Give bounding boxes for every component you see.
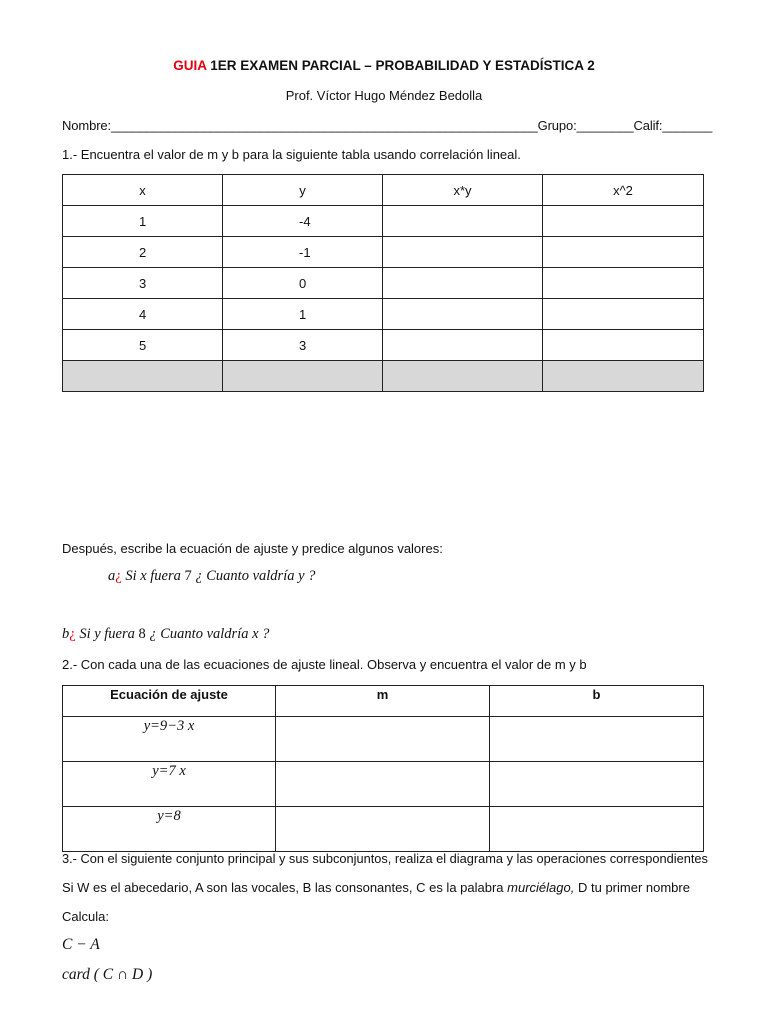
text-a: Si x fuera [125,568,181,584]
sets-text-end: D tu primer nombre [577,880,690,895]
operation-difference: C − A [62,936,100,953]
total-y[interactable] [223,361,383,392]
label-b: b [62,626,70,642]
table-row [63,717,704,762]
sets-text-start: Si W es el abecedario, A son las vocales, B las consonantes, C es la palabra [62,880,504,895]
cell-y: 0 [223,268,383,299]
total-xy[interactable] [383,361,543,392]
cell-x: 1 [63,206,223,237]
table-equations [62,685,704,852]
page-title [0,58,768,73]
subtitle-professor: Prof. Víctor Hugo Méndez Bedolla [285,88,483,103]
question-b-end: ¿ Cuanto valdría x ? [149,626,270,642]
operation-cardinality [62,966,152,984]
b-answer-cell[interactable] [490,807,704,852]
calculate-label: Calcula: [62,909,109,924]
b-answer-cell[interactable] [490,717,704,762]
b-answer-cell[interactable] [490,762,704,807]
table-totals-row [63,361,704,392]
question-a [108,568,315,585]
sets-definition [62,880,690,895]
table-row [63,330,704,361]
question-3-prompt: 3.- Con el siguiente conjunto principal y sus subconjuntos, realiza el diagrama y las operaciones correspondientes [62,851,708,866]
number-b: 8 [138,626,146,642]
m-answer-cell[interactable] [276,807,490,852]
table-row [63,299,704,330]
column-header-equation: Ecuación de ajuste [63,686,276,717]
column-header-b: b [490,686,704,717]
cell-x: 3 [63,268,223,299]
equation-cell: y=8 [63,807,276,852]
cell-x: 4 [63,299,223,330]
sets-word: murciélago, [507,880,575,895]
question-2-prompt: 2.- Con cada una de las ecuaciones de ajuste lineal. Observa y encuentra el valor de m y b [62,657,587,672]
cell-x2[interactable] [543,268,704,299]
total-x2[interactable] [543,361,704,392]
question-a-end: ¿ Cuanto valdría y ? [195,568,316,584]
cell-y: -1 [223,237,383,268]
column-header-m: m [276,686,490,717]
table-header-row [63,686,704,717]
cell-y: 1 [223,299,383,330]
table-correlation [62,174,704,392]
name-line: Nombre:____________________________________________________________Grupo:________Calif:_______ [62,118,713,133]
equation-cell: y=9−3 x [63,717,276,762]
equation-cell: y=7 x [63,762,276,807]
cell-x2[interactable] [543,237,704,268]
cell-y: -4 [223,206,383,237]
label-a: a [108,568,116,584]
title-text: 1ER EXAMEN PARCIAL – PROBABILIDAD Y ESTADÍSTICA 2 [210,58,595,73]
card-label: card [62,966,90,983]
column-header-x: x [63,175,223,206]
question-mark-b: ¿ [69,626,76,642]
table-header-row [63,175,704,206]
cell-x: 2 [63,237,223,268]
question-1-prompt: 1.- Encuentra el valor de m y b para la siguiente tabla usando correlación lineal. [62,147,521,162]
table-row [63,237,704,268]
text-b: Si y fuera [79,626,135,642]
table-row [63,206,704,237]
cell-x2[interactable] [543,299,704,330]
cell-x2[interactable] [543,330,704,361]
column-header-y: y [223,175,383,206]
m-answer-cell[interactable] [276,762,490,807]
cell-xy[interactable] [383,237,543,268]
cell-xy[interactable] [383,299,543,330]
cell-xy[interactable] [383,268,543,299]
cell-x2[interactable] [543,206,704,237]
intersection-expression: ( C ∩ D ) [93,966,153,983]
column-header-xy: x*y [383,175,543,206]
table-row [63,807,704,852]
table-row [63,268,704,299]
title-guia: GUIA [173,58,207,73]
cell-y: 3 [223,330,383,361]
followup-instructions: Después, escribe la ecuación de ajuste y predice algunos valores: [62,541,443,556]
cell-xy[interactable] [383,330,543,361]
m-answer-cell[interactable] [276,717,490,762]
column-header-x2: x^2 [543,175,704,206]
cell-x: 5 [63,330,223,361]
cell-xy[interactable] [383,206,543,237]
question-b [62,626,269,643]
question-mark-a: ¿ [115,568,122,584]
number-a: 7 [184,568,192,584]
total-x[interactable] [63,361,223,392]
table-row [63,762,704,807]
